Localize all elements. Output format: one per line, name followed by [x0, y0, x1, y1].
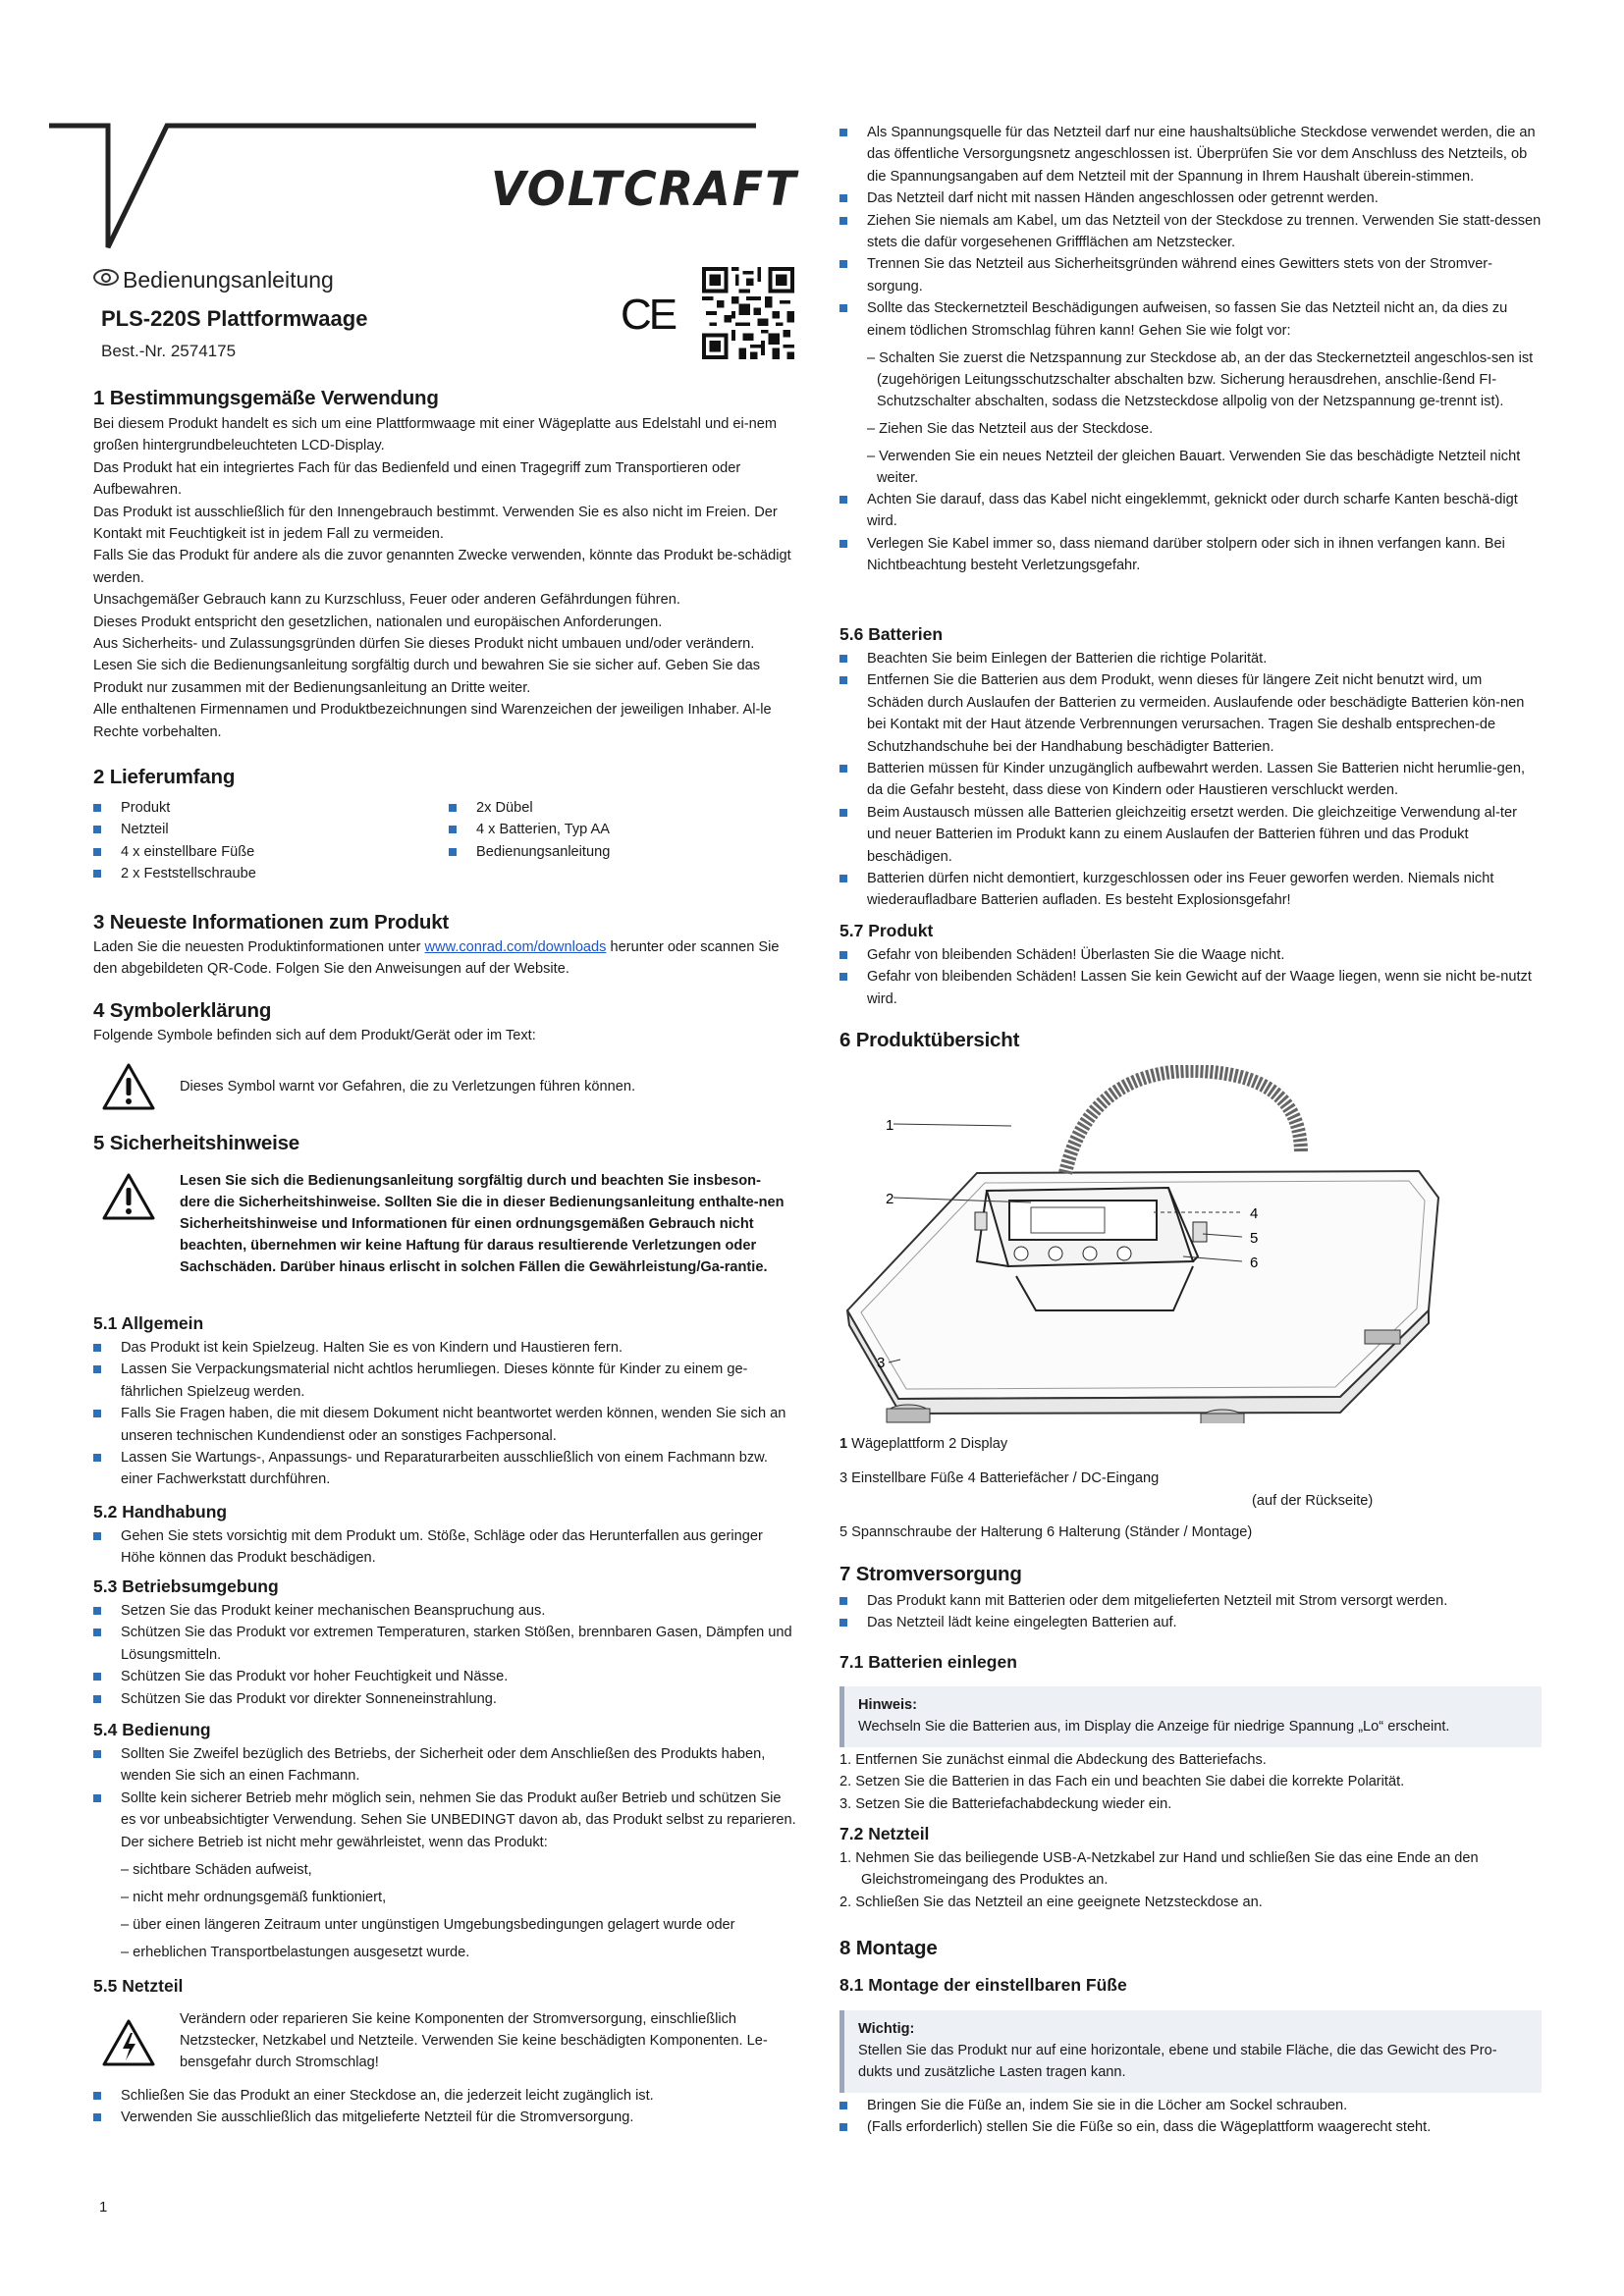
section-5-6-title: 5.6 Batterien	[839, 624, 944, 644]
list-item: Batterien müssen für Kinder unzugänglich aufbewahrt werden. Lassen Sie Batterien nicht herumlie-gen, da die Gefahr besteht, dass diese von Kindern oder Haustieren verschluckt werden.	[839, 758, 1542, 802]
list-item: Schützen Sie das Produkt vor extremen Temperaturen, starken Stößen, brennbaren Gasen, Dämpfen und Lösungsmitteln.	[93, 1622, 798, 1666]
power-warning-text: Verändern oder reparieren Sie keine Komponenten der Stromversorgung, einschließlich Netzstecker, Netzkabel und Netzteile. Verwenden Sie keine beschädigten Komponenten. Le-bensgefahr durch Stromschlag!	[180, 2011, 768, 2070]
dash-item: – erheblichen Transportbelastungen ausgesetzt wurde.	[121, 1945, 470, 1961]
list-item: Produkt	[93, 797, 437, 819]
eye-icon	[93, 269, 119, 286]
warning-triangle-icon	[101, 1172, 156, 1221]
note-text: Wechseln Sie die Batterien aus, im Display die Anzeige für niedrige Spannung „Lo“ erscheint.	[858, 1719, 1450, 1735]
paragraph: Falls Sie das Produkt für andere als die zuvor genannten Zwecke verwenden, könnte das Produkt be-schädigt werden.	[93, 548, 791, 586]
section-4-intro: Folgende Symbole befinden sich auf dem Produkt/Gerät oder im Text:	[93, 1028, 536, 1043]
list-item: Verwenden Sie ausschließlich das mitgelieferte Netzteil für die Stromversorgung.	[93, 2107, 798, 2128]
order-number: Best.-Nr. 2574175	[101, 342, 237, 360]
battery-steps	[839, 1749, 1542, 1815]
list-item: Netzteil	[93, 819, 437, 840]
dash-item: – Verwenden Sie ein neues Netzteil der gleichen Bauart. Verwenden Sie das beschädigte Netzteil nicht weiter.	[867, 449, 1521, 487]
section-7-1-title: 7.1 Batterien einlegen	[839, 1652, 1017, 1672]
section-5-2-list	[93, 1525, 798, 1570]
legend-line-1: 1 Wägeplattform 2 Display	[839, 1436, 1008, 1452]
section-7-title: 7 Stromversorgung	[839, 1563, 1022, 1585]
brand-logo: VOLTCRAFT	[491, 160, 798, 217]
list-item: Batterien dürfen nicht demontiert, kurzgeschlossen oder ins Feuer geworfen werden. Niemals nicht wiederaufladbare Batterien aufladen. Es besteht Explosionsgefahr!	[839, 868, 1542, 912]
step-item: 2. Schließen Sie das Netzteil an eine geeignete Netzsteckdose an.	[839, 1894, 1263, 1910]
list-item: (Falls erforderlich) stellen Sie die Füße so ein, dass die Wägeplattform waagerecht steht.	[839, 2116, 1542, 2138]
product-title: PLS-220S Plattformwaage	[101, 306, 368, 331]
section-5-1-list	[93, 1337, 798, 1491]
list-item: Sollte das Steckernetzteil Beschädigungen aufweisen, so fassen Sie das Netzteil nicht an, da dies zu einem tödlichen Stromschlag führen kann! Gehen Sie wie folgt vor:	[839, 297, 1542, 342]
list-item: Lassen Sie Verpackungsmaterial nicht achtlos herumliegen. Dieses könnte für Kinder zu einem ge-fährlichen Spielzeug werden.	[93, 1359, 798, 1403]
section-5-4-list	[93, 1743, 798, 1963]
safety-warning	[93, 1170, 800, 1298]
section-5-1-title: 5.1 Allgemein	[93, 1313, 204, 1333]
list-item: 4 x Batterien, Typ AA	[449, 819, 792, 840]
symbol-row	[93, 1062, 800, 1111]
list-item: Schließen Sie das Produkt an einer Steckdose an, die jederzeit leicht zugänglich ist.	[93, 2085, 798, 2107]
callout-6: 6	[1250, 1255, 1259, 1271]
step-item: 3. Setzen Sie die Batteriefachabdeckung wieder ein.	[839, 1795, 1172, 1812]
section-8-1-list	[839, 2095, 1542, 2139]
list-item: Beachten Sie beim Einlegen der Batterien die richtige Polarität.	[839, 648, 1542, 669]
section-8-title: 8 Montage	[839, 1937, 938, 1959]
dash-item: – über einen längeren Zeitraum unter ungünstigen Umgebungsbedingungen gelagert wurde oder	[121, 1917, 735, 1934]
list-item: Sollten Sie Zweifel bezüglich des Betriebs, der Sicherheit oder dem Anschließen des Produkts haben, wenden Sie sich an einen Fachmann.	[93, 1743, 798, 1788]
section-4-title: 4 Symbolerklärung	[93, 999, 272, 1022]
list-item: 2x Dübel	[449, 797, 792, 819]
list-item: Bringen Sie die Füße an, indem Sie sie in die Löcher am Sockel schrauben.	[839, 2095, 1542, 2116]
section-5-5-list-continued	[839, 122, 1542, 577]
paragraph: Das Produkt hat ein integriertes Fach für das Bedienfeld und einen Tragegriff zum Transportieren oder Aufbewahren.	[93, 459, 741, 499]
callout-3: 3	[877, 1355, 886, 1371]
list-item: Als Spannungsquelle für das Netzteil darf nur eine haushaltsübliche Steckdose verwendet werden, die an das öffentliche Versorgungsnetz angeschlossen ist. Überprüfen Sie vor dem Anschluss des Netzteils, ob die Spannungsangaben auf dem Netzteil mit der Spannung in Ihrem Haushalt überein-stimmen.	[839, 122, 1542, 187]
list-item: Das Produkt ist kein Spielzeug. Halten Sie es von Kindern und Haustieren fern.	[93, 1337, 798, 1359]
section-6-title: 6 Produktübersicht	[839, 1029, 1020, 1051]
list-item: Gehen Sie stets vorsichtig mit dem Produkt um. Stöße, Schläge oder das Herunterfallen aus geringer Höhe können das Produkt beschädigen.	[93, 1525, 798, 1570]
section-5-3-list	[93, 1600, 798, 1710]
dash-list	[93, 1859, 798, 1963]
list-item: Das Netzteil darf nicht mit nassen Händen angeschlossen oder getrennt werden.	[839, 187, 1542, 209]
list-item: Lassen Sie Wartungs-, Anpassungs- und Reparaturarbeiten ausschließlich von einem Fachmann bzw. einer Fachwerkstatt durchführen.	[93, 1447, 798, 1491]
legend-line-4: 5 Spannschraube der Halterung 6 Halterung (Ständer / Montage)	[839, 1524, 1253, 1540]
section-5-7-list	[839, 944, 1542, 1010]
list-item: Schützen Sie das Produkt vor hoher Feuchtigkeit und Nässe.	[93, 1666, 798, 1687]
list-item: Verlegen Sie Kabel immer so, dass niemand darüber stolpern oder sich in ihnen verfangen kann. Bei Nichtbeachtung besteht Verletzungsgefahr.	[839, 533, 1542, 577]
warning-triangle-icon	[101, 1062, 156, 1111]
list-item: Trennen Sie das Netzteil aus Sicherheitsgründen während eines Gewitters stets von der Stromver-sorgung.	[839, 253, 1542, 297]
section-3-body: Laden Sie die neuesten Produktinformationen unter www.conrad.com/downloads herunter oder scannen Sie den abgebildeten QR-Code. Folgen Sie den Anweisungen auf der Website.	[93, 939, 780, 978]
paragraph: Lesen Sie sich die Bedienungsanleitung sorgfältig durch und bewahren Sie sie sicher auf. Geben Sie das Produkt nur zusammen mit der Bedienungsanleitung an Dritte weiter.	[93, 658, 761, 696]
callout-4: 4	[1250, 1205, 1259, 1222]
list-item: Falls Sie Fragen haben, die mit diesem Dokument nicht beantwortet werden können, wenden Sie sich an unseren technischen Kundendienst oder an sonstiges Fachpersonal.	[93, 1403, 798, 1447]
list-item: Entfernen Sie die Batterien aus dem Produkt, wenn dieses für längere Zeit nicht benutzt wird, um Schäden durch Auslaufen der Batterien zu vermeiden. Auslaufende oder beschädigte Batterien kön-nen bei Kontakt mit der Haut ätzende Verbrennungen verursachen. Tragen Sie deshalb entsprechen-de Schutzhandschuhe bei der Handhabung beschädigter Batterien.	[839, 669, 1542, 758]
list-item: Schützen Sie das Produkt vor direkter Sonneneinstrahlung.	[93, 1688, 798, 1710]
dash-list	[839, 347, 1542, 489]
callout-1: 1	[886, 1117, 894, 1134]
list-item: 2 x Feststellschraube	[93, 863, 437, 884]
section-2-title: 2 Lieferumfang	[93, 766, 236, 788]
note-text: Stellen Sie das Produkt nur auf eine horizontale, ebene und stabile Fläche, die das Gewicht des Pro-dukts und zusätzliche Lasten tragen kann.	[858, 2043, 1497, 2080]
section-7-2-title: 7.2 Netzteil	[839, 1824, 930, 1843]
list-item: Achten Sie darauf, dass das Kabel nicht eingeklemmt, geknickt oder durch scharfe Kanten beschä-digt wird.	[839, 489, 1542, 533]
list-item: Bedienungsanleitung	[449, 841, 792, 863]
downloads-link[interactable]: www.conrad.com/downloads	[424, 939, 607, 955]
list-item: Ziehen Sie niemals am Kabel, um das Netzteil von der Steckdose zu trennen. Verwenden Sie statt-dessen stets die dafür vorgesehenen Griffflächen am Netzstecker.	[839, 210, 1542, 254]
list-item: Gefahr von bleibenden Schäden! Lassen Sie kein Gewicht auf der Waage liegen, wenn sie nicht be-nutzt wird.	[839, 966, 1542, 1010]
power-warning	[93, 2008, 800, 2079]
list-item: Gefahr von bleibenden Schäden! Überlasten Sie die Waage nicht.	[839, 944, 1542, 966]
paragraph: Das Produkt ist ausschließlich für den Innengebrauch bestimmt. Verwenden Sie es also nicht im Freien. Der Kontakt mit Feuchtigkeit ist in jedem Fall zu vermeiden.	[93, 504, 778, 543]
list-item: Beim Austausch müssen alle Batterien gleichzeitig ersetzt werden. Die gleichzeitige Verwendung al-ter und neuer Batterien im Produkt kann zu einem Auslaufen der Batterien führen und das Produkt beschädigen.	[839, 802, 1542, 868]
battery-note	[839, 1686, 1542, 1747]
dash-item: – sichtbare Schäden aufweist,	[121, 1862, 312, 1879]
list-item: 4 x einstellbare Füße	[93, 841, 437, 863]
section-5-7-title: 5.7 Produkt	[839, 921, 934, 940]
power-steps	[839, 1847, 1542, 1913]
paragraph: Dieses Produkt entspricht den gesetzlichen, nationalen und europäischen Anforderungen.	[93, 614, 663, 630]
section-5-4-title: 5.4 Bedienung	[93, 1720, 211, 1739]
legend-line-3: (auf der Rückseite)	[1252, 1493, 1374, 1509]
product-illustration	[839, 1065, 1542, 1423]
page-number: 1	[99, 2199, 108, 2216]
section-3-title: 3 Neueste Informationen zum Produkt	[93, 911, 450, 934]
section-5-3-title: 5.3 Betriebsumgebung	[93, 1576, 279, 1596]
section-1-title: 1 Bestimmungsgemäße Verwendung	[93, 387, 439, 409]
qr-code	[702, 267, 794, 359]
dash-item: – Ziehen Sie das Netzteil aus der Steckdose.	[867, 421, 1154, 438]
legend-line-2: 3 Einstellbare Füße 4 Batteriefächer / DC-Eingang	[839, 1470, 1160, 1486]
delivery-list-1	[93, 797, 437, 885]
section-5-5-title: 5.5 Netzteil	[93, 1976, 184, 1996]
safety-warning-text: Lesen Sie sich die Bedienungsanleitung sorgfältig durch und beachten Sie insbeson-dere die Sicherheitshinweise. Sollten Sie die in dieser Bedienungsanleitung enthalte-nen Sicherheitshinweise und Informationen für einen ordnungsgemäßen Gebrauch nicht beachten, übernehmen wir keine Haftung für daraus resultierende Verletzungen oder Sachschäden. Darüber hinaus erlischt in solchen Fällen die Gewährleistung/Ga-rantie.	[180, 1173, 785, 1275]
paragraph: Aus Sicherheits- und Zulassungsgründen dürfen Sie dieses Produkt nicht umbauen und/oder verändern.	[93, 636, 755, 653]
list-item: Das Netzteil lädt keine eingelegten Batterien auf.	[839, 1612, 1542, 1633]
list-item: Das Produkt kann mit Batterien oder dem mitgelieferten Netzteil mit Strom versorgt werden.	[839, 1590, 1542, 1612]
section-5-6-list	[839, 648, 1542, 912]
section-5-2-title: 5.2 Handhabung	[93, 1502, 228, 1522]
callout-5: 5	[1250, 1230, 1259, 1247]
symbol-description: Dieses Symbol warnt vor Gefahren, die zu Verletzungen führen können.	[180, 1079, 636, 1095]
list-item: Sollte kein sicherer Betrieb mehr möglich sein, nehmen Sie das Produkt außer Betrieb und schützen Sie es vor unbeabsichtigter Verwendung. Sehen Sie UNBEDINGT davon ab, das Produkt selbst zu reparieren. Der sichere Betrieb ist nicht mehr gewährleistet, wenn das Produkt:	[93, 1788, 798, 1853]
dash-item: – Schalten Sie zuerst die Netzspannung zur Steckdose ab, an der das Steckernetzteil angeschlos-sen ist (zugehörigen Leitungsschutzschalter abschalten bzw. Sicherung herausdrehen, anschlie-ßend FI-Schutzschalter abschalten, sodass die Netzsteckdose allpolig von der Netzspannung ge-trennt ist).	[867, 350, 1534, 410]
electric-hazard-icon	[101, 2018, 156, 2067]
delivery-list-2	[449, 797, 792, 863]
step-item: 2. Setzen Sie die Batterien in das Fach ein und beachten Sie dabei die korrekte Polarität.	[839, 1774, 1405, 1790]
section-5-5-list	[93, 2085, 798, 2129]
list-item: Setzen Sie das Produkt keiner mechanischen Beanspruchung aus.	[93, 1600, 798, 1622]
step-item: 1. Entfernen Sie zunächst einmal die Abdeckung des Batteriefachs.	[839, 1752, 1267, 1768]
note-title: Wichtig:	[858, 2021, 915, 2037]
note-title: Hinweis:	[858, 1697, 918, 1713]
mounting-note	[839, 2010, 1542, 2093]
paragraph: Alle enthaltenen Firmennamen und Produktbezeichnungen sind Warenzeichen der jeweiligen Inhaber. Al-le Rechte vorbehalten.	[93, 702, 772, 740]
section-8-1-title: 8.1 Montage der einstellbaren Füße	[839, 1975, 1127, 1995]
paragraph: Unsachgemäßer Gebrauch kann zu Kurzschluss, Feuer oder anderen Gefährdungen führen.	[93, 592, 680, 609]
section-5-title: 5 Sicherheitshinweise	[93, 1132, 299, 1154]
doc-type: Bedienungsanleitung	[93, 267, 334, 294]
dash-item: – nicht mehr ordnungsgemäß funktioniert,	[121, 1890, 387, 1906]
ce-mark: CE	[621, 291, 676, 339]
section-7-list	[839, 1590, 1542, 1634]
step-item: 1. Nehmen Sie das beiliegende USB-A-Netzkabel zur Hand und schließen Sie das eine Ende an den Gleichstromeingang des Produktes an.	[839, 1850, 1479, 1889]
paragraph: Bei diesem Produkt handelt es sich um eine Plattformwaage mit einer Wägeplatte aus Edelstahl und ei-nem großen hintergrundbeleuchteten LCD-Display.	[93, 416, 778, 454]
callout-2: 2	[886, 1191, 894, 1207]
section-1-body	[93, 413, 798, 743]
